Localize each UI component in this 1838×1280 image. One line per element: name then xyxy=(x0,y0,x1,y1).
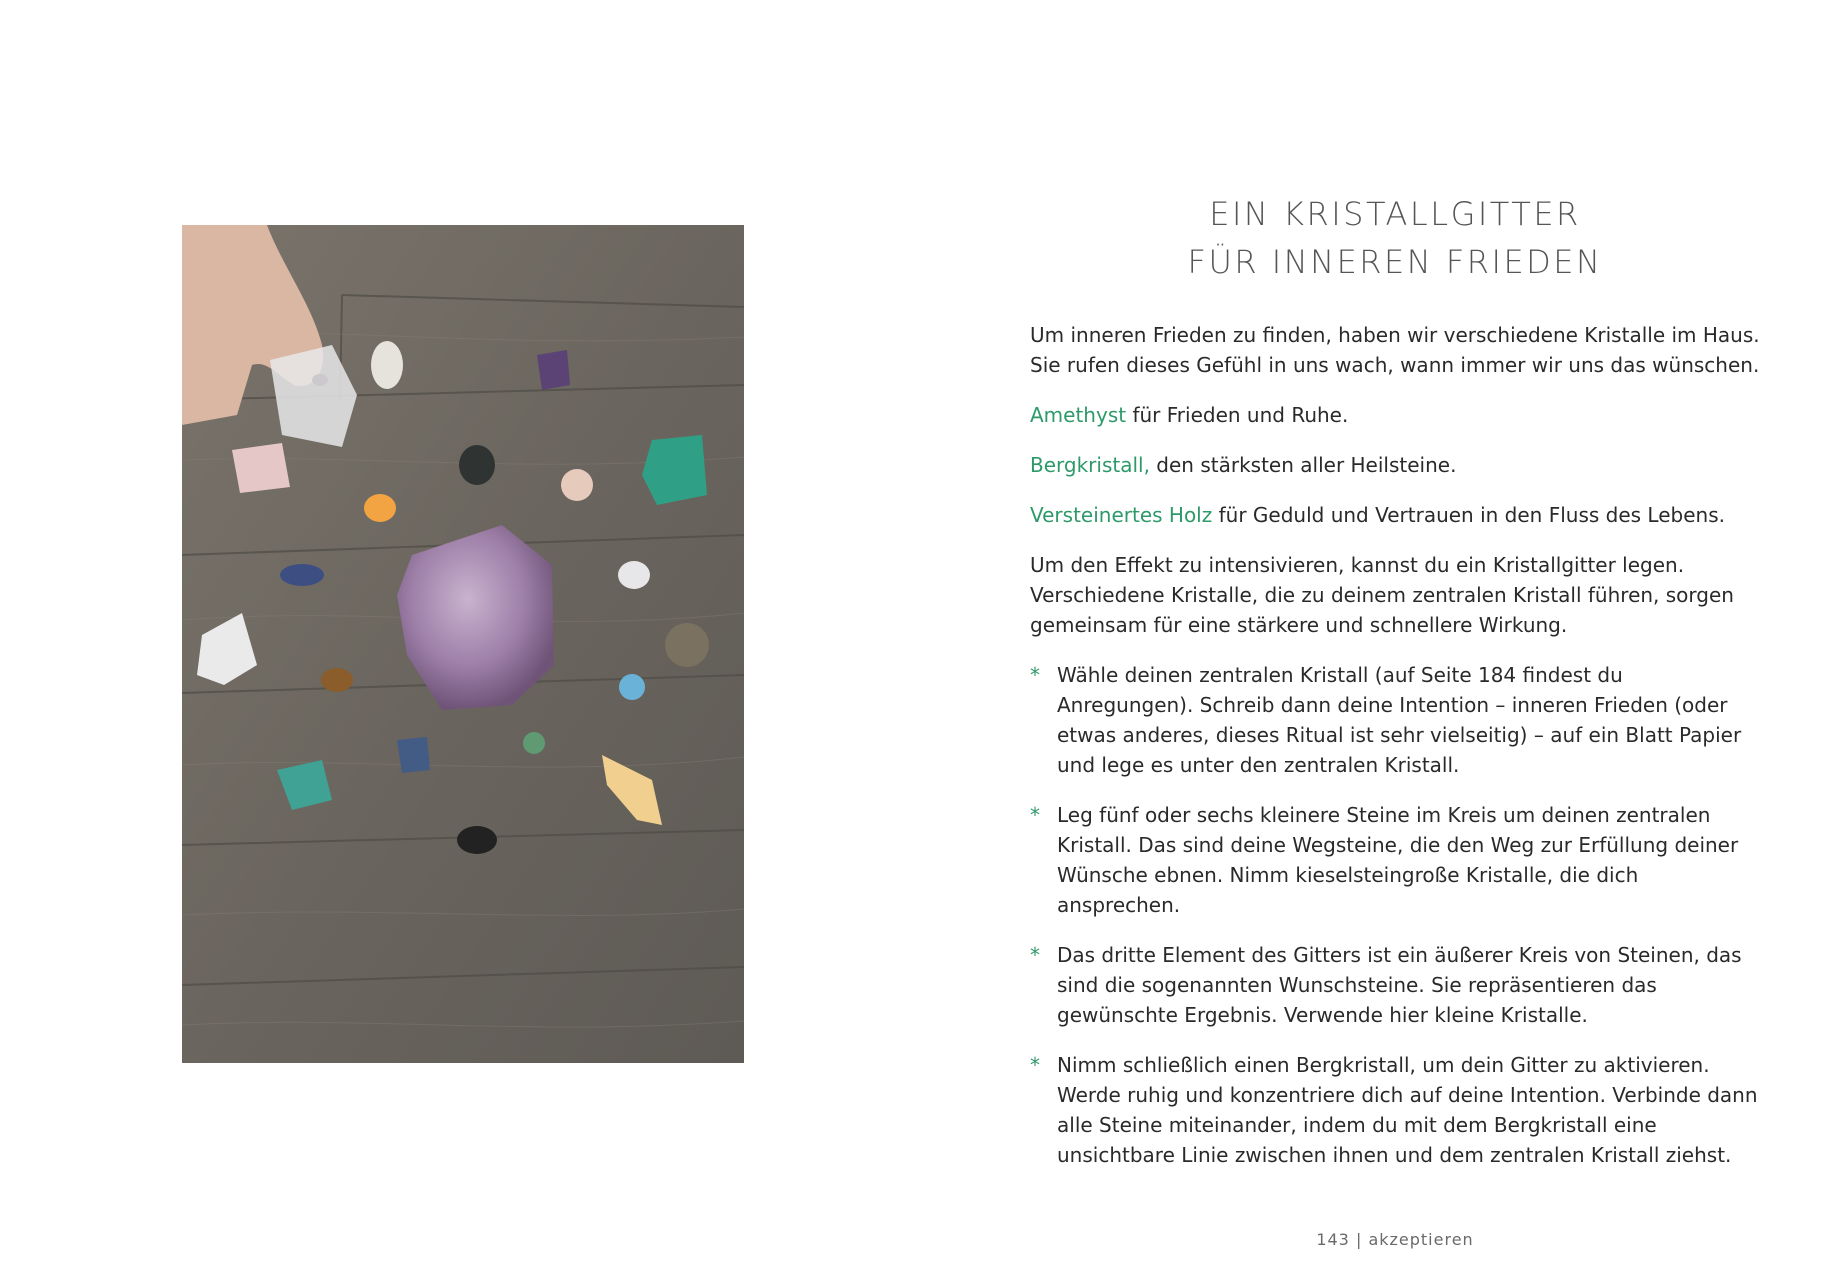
intro-paragraph: Um inneren Frieden zu finden, haben wir verschiedene Kristalle im Haus. Sie rufen dieses Gefühl in uns wach, wann immer wir uns das wünschen. xyxy=(1030,323,1760,377)
crystal-desc-amethyst: für Frieden und Ruhe. xyxy=(1126,403,1349,427)
crystal-name-bergkristall: Bergkristall, xyxy=(1030,453,1150,477)
list-item-text: Das dritte Element des Gitters ist ein äußerer Kreis von Steinen, das sind die sogenannten Wunschsteine. Sie repräsentieren das gewünschte Ergebnis. Verwende hier kleine Kristalle. xyxy=(1057,943,1742,1027)
section-name: akzeptieren xyxy=(1368,1230,1474,1249)
list-item-text: Wähle deinen zentralen Kristall (auf Seite 184 findest du Anregungen). Schreib dann deine Intention – inneren Frieden (oder etwas anderes, dieses Ritual ist sehr vielseitig) – auf ein Blatt Papier und lege es unter den zentralen Kristall. xyxy=(1057,663,1742,777)
crystal-grid-photo-illustration xyxy=(182,225,744,1063)
page-number: 143 xyxy=(1316,1230,1350,1249)
crystal-desc-holz: für Geduld und Vertrauen in den Fluss des Lebens. xyxy=(1212,503,1725,527)
asterisk-icon: * xyxy=(1030,803,1040,827)
crystal-grid-photo xyxy=(182,225,744,1063)
crystal-name-amethyst: Amethyst xyxy=(1030,403,1127,427)
page-title-line-1: EIN KRISTALLGITTER xyxy=(1209,195,1581,233)
page-title-line-2: FÜR INNEREN FRIEDEN xyxy=(1187,243,1603,281)
list-item-text: Nimm schließlich einen Bergkristall, um dein Gitter zu aktivieren. Werde ruhig und konzentriere dich auf deine Intention. Verbinde dann alle Steine miteinander, indem du mit dem Bergkristall eine unsichtbare Linie zwischen ihnen und dem zentralen Kristall ziehst. xyxy=(1057,1053,1758,1167)
list-item xyxy=(1030,940,1760,1030)
list-item xyxy=(1030,800,1760,920)
asterisk-icon: * xyxy=(1030,943,1040,967)
crystal-line-bergkristall xyxy=(1030,450,1760,480)
list-item xyxy=(1030,660,1760,780)
grid-paragraph: Um den Effekt zu intensivieren, kannst du ein Kristallgitter legen. Verschiedene Kristalle, die zu deinem zentralen Kristall führen, sorgen gemeinsam für eine stärkere und schnellere Wirkung. xyxy=(1030,553,1734,637)
crystal-line-amethyst xyxy=(1030,400,1760,430)
footer-separator: | xyxy=(1355,1230,1363,1249)
crystal-line-holz xyxy=(1030,500,1760,530)
instruction-list xyxy=(1030,660,1760,1170)
page-footer xyxy=(1030,1230,1760,1249)
asterisk-icon: * xyxy=(1030,1053,1040,1077)
asterisk-icon: * xyxy=(1030,663,1040,687)
body-text xyxy=(1030,320,1760,1190)
crystal-name-holz: Versteinertes Holz xyxy=(1030,503,1213,527)
crystal-desc-bergkristall: den stärksten aller Heilsteine. xyxy=(1149,453,1457,477)
list-item xyxy=(1030,1050,1760,1170)
list-item-text: Leg fünf oder sechs kleinere Steine im Kreis um deinen zentralen Kristall. Das sind deine Wegsteine, die den Weg zur Erfüllung deiner Wünsche ebnen. Nimm kieselsteingroße Kristalle, die dich ansprechen. xyxy=(1057,803,1739,917)
page-title xyxy=(1030,190,1760,286)
